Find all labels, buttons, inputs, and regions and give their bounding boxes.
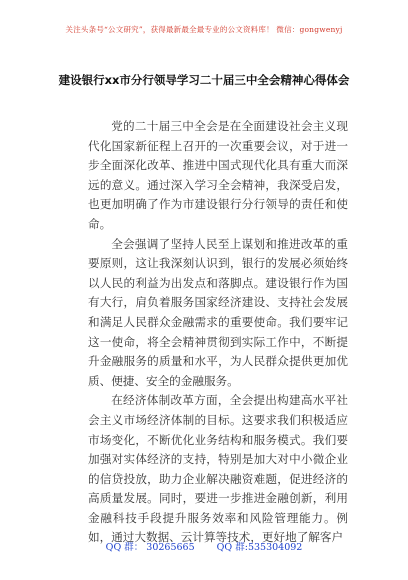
footer-qq-group-1: QQ 群： 30265665 [105,542,195,553]
footer-qq-group-2: QQ 群:535304092 [216,542,303,553]
header-banner: 关注头条号“公文研究”，获得最新最全最专业的公文资料库！ 微信：gongwenyj [65,25,343,34]
document-title: 建设银行xx市分行领导学习二十届三中全会精神心得体会 [58,73,350,87]
footer-contact [0,539,408,553]
paragraph-2: 全会强调了坚持人民至上谋划和推进改革的重要原则，这让我深刻认识到，银行的发展必须始终以人民的利益为出发点和落脚点。建设银行作为国有大行，肩负着服务国家经济建设、支持社会发展和满足人民群众金融需求的重要使命。我们要牢记这一使命，将全会精神贯彻到实际工作中，不断提升金融服务的质量和水平，为人民群众提供更加优质、便捷、安全的金融服务。 [88,236,348,388]
paragraph-1: 党的二十届三中全会是在全面建设社会主义现代化国家新征程上召开的一次重要会议，对于进一步全面深化改革、推进中国式现代化具有重大而深远的意义。通过深入学习全会精神，我深受启发，也更加明确了作为市建设银行分行领导的责任和使命。 [88,119,348,231]
paragraph-3: 在经济体制改革方面，全会提出构建高水平社会主义市场经济体制的目标。这要求我们积极适应市场变化，不断优化业务结构和服务模式。我们要加强对实体经济的支持，特别是加大对中小微企业的信贷投放，助力企业解决融资难题，促进经济的高质量发展。同时，要进一步推进金融创新，利用金融科技手段提升服务效率和风险管理能力。例如，通过大数据、云计算等技术，更好地了解客户 [88,393,348,545]
document-body [88,117,348,548]
